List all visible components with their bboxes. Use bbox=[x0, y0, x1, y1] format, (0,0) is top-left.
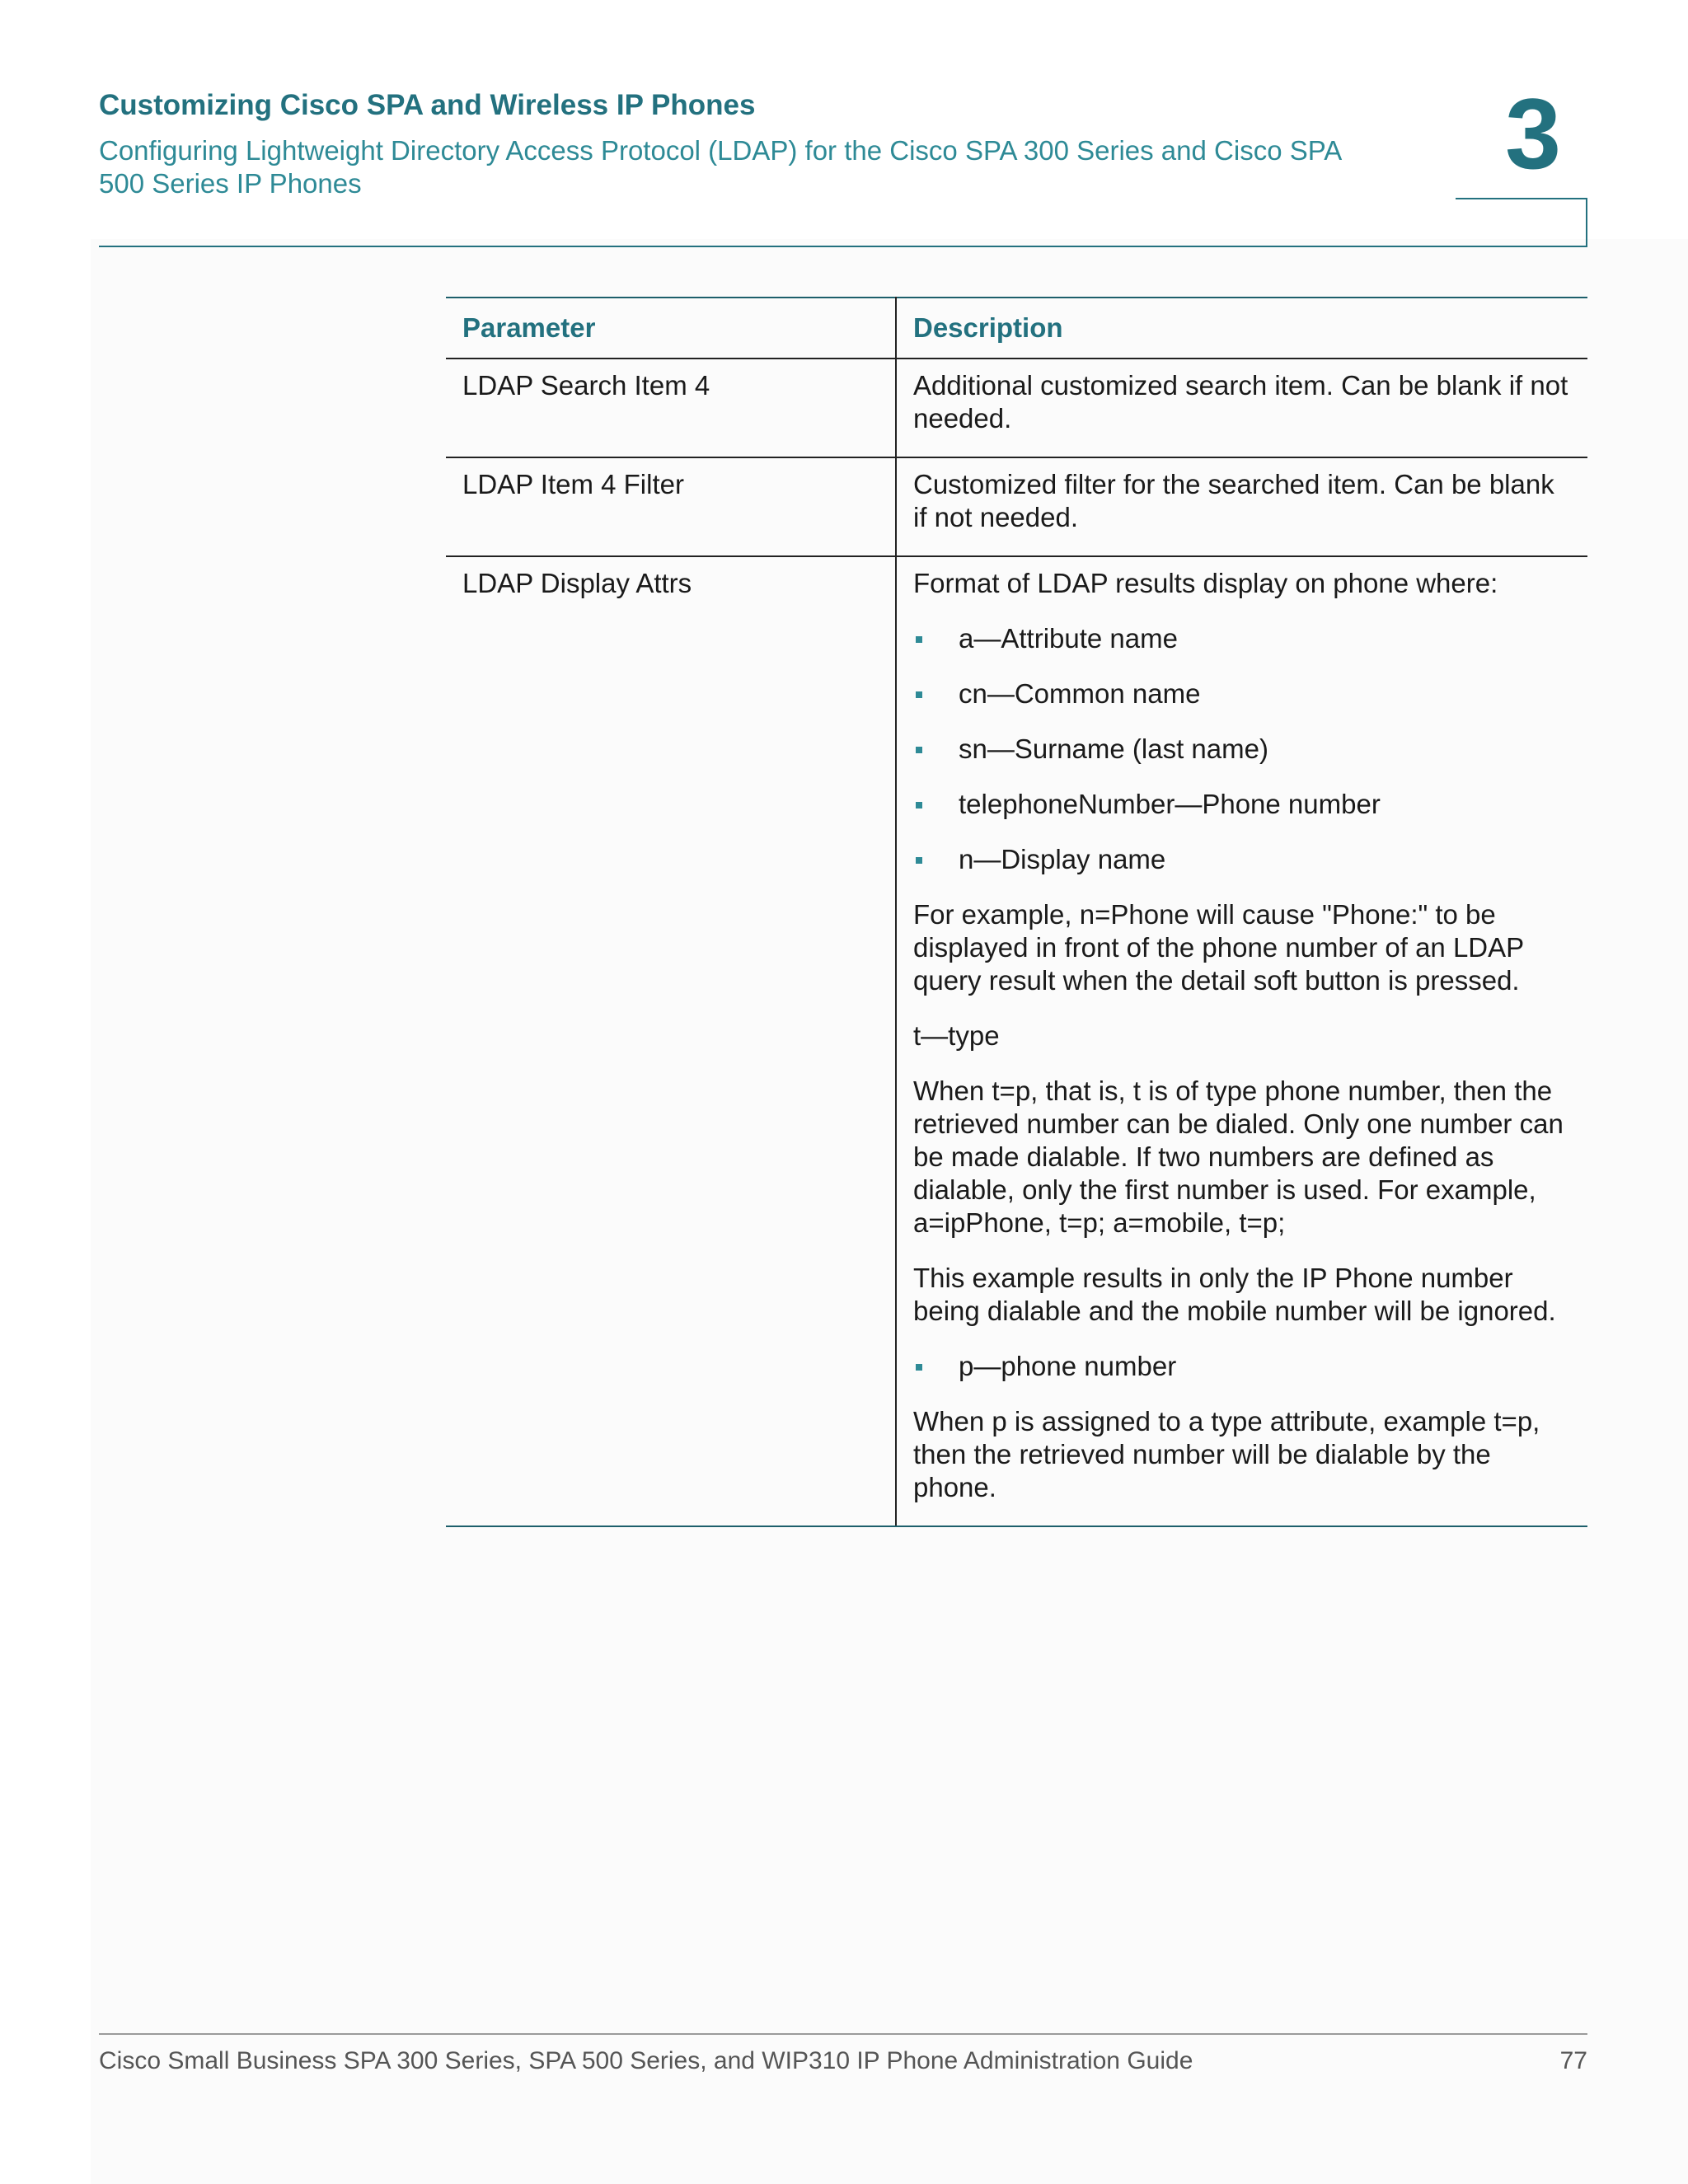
list-item bbox=[913, 1350, 1571, 1383]
table-header-row bbox=[446, 298, 1587, 359]
column-header-parameter: Parameter bbox=[446, 298, 896, 359]
list-item-text: n—Display name bbox=[959, 844, 1166, 874]
square-bullet-icon bbox=[916, 802, 922, 808]
description-paragraph: When p is assigned to a type attribute, example t=p, then the retrieved number will be dialable by the phone. bbox=[913, 1406, 1540, 1502]
parameter-table bbox=[446, 297, 1587, 1527]
header-divider bbox=[99, 246, 1587, 247]
list-item bbox=[913, 843, 1571, 876]
parameter-cell: LDAP Item 4 Filter bbox=[446, 457, 896, 556]
table-row bbox=[446, 556, 1587, 1526]
description-paragraph: t—type bbox=[913, 1020, 1000, 1051]
attribute-list bbox=[913, 622, 1571, 876]
list-item-text: telephoneNumber—Phone number bbox=[959, 789, 1381, 819]
list-item bbox=[913, 788, 1571, 821]
parameter-cell: LDAP Display Attrs bbox=[446, 556, 896, 1526]
description-cell bbox=[896, 556, 1587, 1526]
chapter-tab-frame bbox=[1456, 198, 1587, 246]
square-bullet-icon bbox=[916, 691, 922, 698]
list-item-text: sn—Surname (last name) bbox=[959, 733, 1268, 764]
description-block bbox=[913, 567, 1571, 1504]
description-cell: Additional customized search item. Can be blank if not needed. bbox=[896, 359, 1587, 457]
description-paragraph: This example results in only the IP Phone number being dialable and the mobile number will be ignored. bbox=[913, 1263, 1556, 1326]
section-subtitle: Configuring Lightweight Directory Access Protocol (LDAP) for the Cisco SPA 300 Series and Cisco SPA 500 Series IP Phones bbox=[99, 135, 1341, 199]
page-number: 77 bbox=[1559, 2047, 1587, 2074]
list-item-text: cn—Common name bbox=[959, 678, 1201, 709]
parameter-cell: LDAP Search Item 4 bbox=[446, 359, 896, 457]
square-bullet-icon bbox=[916, 636, 922, 643]
footer-guide-title: Cisco Small Business SPA 300 Series, SPA 500 Series, and WIP310 IP Phone Administration Guide bbox=[99, 2047, 1193, 2074]
chapter-number: 3 bbox=[1505, 77, 1561, 190]
attribute-list bbox=[913, 1350, 1571, 1383]
description-paragraph: When t=p, that is, t is of type phone number, then the retrieved number can be dialed. Only one number can be made dialable. If two numbers are defined as dialable, only the first number is used. For example, a=ipPhone, t=p; a=mobile, t=p; bbox=[913, 1076, 1564, 1238]
chapter-title: Customizing Cisco SPA and Wireless IP Phones bbox=[99, 89, 756, 121]
square-bullet-icon bbox=[916, 857, 922, 864]
list-item bbox=[913, 677, 1571, 710]
description-cell: Customized filter for the searched item. Can be blank if not needed. bbox=[896, 457, 1587, 556]
footer-divider bbox=[99, 2033, 1587, 2035]
table-row bbox=[446, 359, 1587, 457]
description-intro: Format of LDAP results display on phone where: bbox=[913, 568, 1498, 598]
column-header-description: Description bbox=[896, 298, 1587, 359]
description-paragraph: For example, n=Phone will cause "Phone:" to be displayed in front of the phone number of an LDAP query result when the detail soft button is pressed. bbox=[913, 899, 1524, 996]
list-item bbox=[913, 622, 1571, 655]
table-row bbox=[446, 457, 1587, 556]
square-bullet-icon bbox=[916, 747, 922, 753]
list-item bbox=[913, 733, 1571, 766]
list-item-text: a—Attribute name bbox=[959, 623, 1178, 654]
square-bullet-icon bbox=[916, 1364, 922, 1371]
list-item-text: p—phone number bbox=[959, 1351, 1177, 1381]
